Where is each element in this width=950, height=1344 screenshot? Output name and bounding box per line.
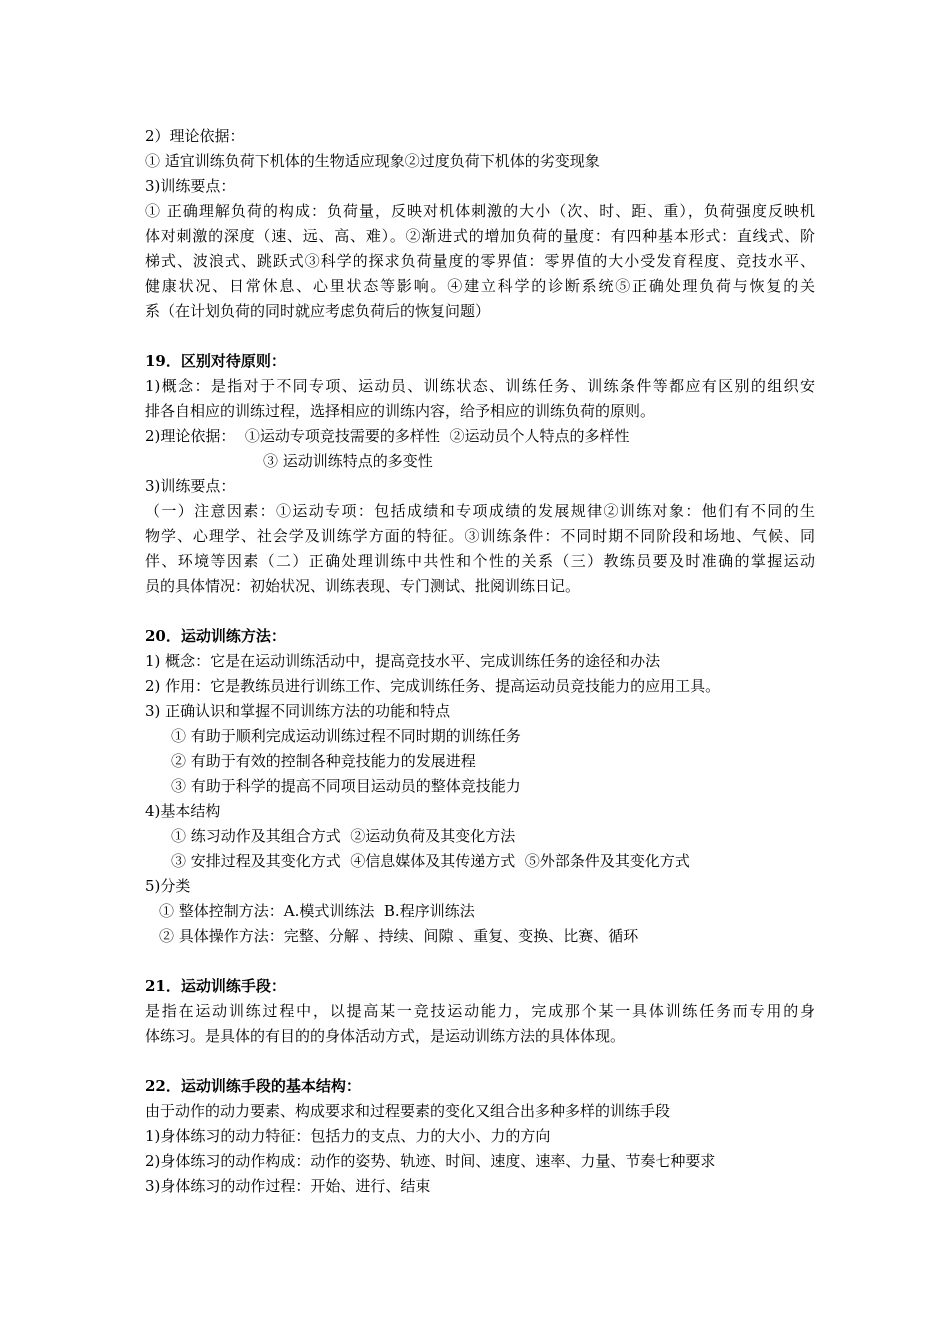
paragraph-line: 由于动作的动力要素、构成要求和过程要素的变化又组合出多种多样的训练手段 [145, 1102, 671, 1120]
paragraph-line: ① 适宜训练负荷下机体的生物适应现象②过度负荷下机体的劣变现象 [145, 152, 600, 170]
paragraph-line: 健康状况、日常休息、心里状态等影响。④建立科学的诊断系统⑤正确处理负荷与恢复的关 [145, 277, 815, 295]
document-body [145, 124, 815, 1199]
list-item: ③ 安排过程及其变化方式 ④信息媒体及其传递方式 ⑤外部条件及其变化方式 [171, 852, 690, 870]
section-heading-22: 22．运动训练手段的基本结构： [145, 1077, 361, 1095]
paragraph-line: 伴、环境等因素（二）正确处理训练中共性和个性的关系（三）教练员要及时准确的掌握运动 [145, 552, 815, 570]
section-heading-21: 21．运动训练手段： [145, 977, 286, 995]
paragraph-line: 排各自相应的训练过程，选择相应的训练内容，给予相应的训练负荷的原则。 [145, 402, 656, 420]
paragraph-line: 3)身体练习的动作过程：开始、进行、结束 [145, 1177, 431, 1195]
paragraph-line: 2）理论依据： [145, 127, 245, 145]
blank-line [145, 1049, 815, 1074]
paragraph-line: 1) 概念：它是在运动训练活动中，提高竞技水平、完成训练任务的途径和办法 [145, 652, 661, 670]
list-item: ① 练习动作及其组合方式 ②运动负荷及其变化方法 [171, 827, 516, 845]
paragraph-line: 员的具体情况：初始状况、训练表现、专门测试、批阅训练日记。 [145, 577, 581, 595]
paragraph-line: 4)基本结构 [145, 802, 221, 820]
list-item: ① 有助于顺利完成运动训练过程不同时期的训练任务 [171, 727, 521, 745]
blank-line [145, 599, 815, 624]
paragraph-line: 体对刺激的深度（速、远、高、难）。②渐进式的增加负荷的量度：有四种基本形式：直线式、阶 [145, 227, 815, 245]
paragraph-line: 1)概念：是指对于不同专项、运动员、训练状态、训练任务、训练条件等都应有区别的组织安 [145, 377, 815, 395]
paragraph-line: ① 正确理解负荷的构成：负荷量，反映对机体刺激的大小（次、时、距、重），负荷强度反映机 [145, 202, 815, 220]
section-heading-20: 20．运动训练方法： [145, 627, 286, 645]
paragraph-line: 系（在计划负荷的同时就应考虑负荷后的恢复问题） [145, 302, 491, 320]
paragraph-line: （一）注意因素：①运动专项：包括成绩和专项成绩的发展规律②训练对象：他们有不同的生 [145, 502, 815, 520]
paragraph-line: ③ 运动训练特点的多变性 [263, 452, 433, 470]
section-heading-19: 19．区别对待原则： [145, 352, 286, 370]
paragraph-line: 5)分类 [145, 877, 191, 895]
list-item: ③ 有助于科学的提高不同项目运动员的整体竞技能力 [171, 777, 521, 795]
paragraph-line: 2) 作用：它是教练员进行训练工作、完成训练任务、提高运动员竞技能力的应用工具。 [145, 677, 721, 695]
paragraph-line: 是指在运动训练过程中，以提高某一竞技运动能力，完成那个某一具体训练任务而专用的身 [145, 1002, 815, 1020]
list-item: ② 有助于有效的控制各种竞技能力的发展进程 [171, 752, 476, 770]
paragraph-line: 3)训练要点： [145, 177, 236, 195]
paragraph-line: 2)理论依据： ①运动专项竞技需要的多样性 ②运动员个人特点的多样性 [145, 427, 630, 445]
list-item: ② 具体操作方法：完整、分解 、持续、间隙 、重复、变换、比赛、循环 [159, 927, 639, 945]
paragraph-line: 3) 正确认识和掌握不同训练方法的功能和特点 [145, 702, 451, 720]
paragraph-line: 1)身体练习的动力特征：包括力的支点、力的大小、力的方向 [145, 1127, 551, 1145]
paragraph-line: 物学、心理学、社会学及训练学方面的特征。③训练条件：不同时期不同阶段和场地、气候、同 [145, 527, 815, 545]
paragraph-line: 体练习。是具体的有目的的身体活动方式，是运动训练方法的具体体现。 [145, 1027, 626, 1045]
paragraph-line: 3)训练要点： [145, 477, 236, 495]
paragraph-line: 梯式、波浪式、跳跃式③科学的探求负荷量度的零界值：零界值的大小受发育程度、竞技水平、 [145, 252, 815, 270]
blank-line [145, 949, 815, 974]
paragraph-line: 2)身体练习的动作构成：动作的姿势、轨迹、时间、速度、速率、力量、节奏七种要求 [145, 1152, 716, 1170]
list-item: ① 整体控制方法：A.模式训练法 B.程序训练法 [159, 902, 475, 920]
blank-line [145, 324, 815, 349]
